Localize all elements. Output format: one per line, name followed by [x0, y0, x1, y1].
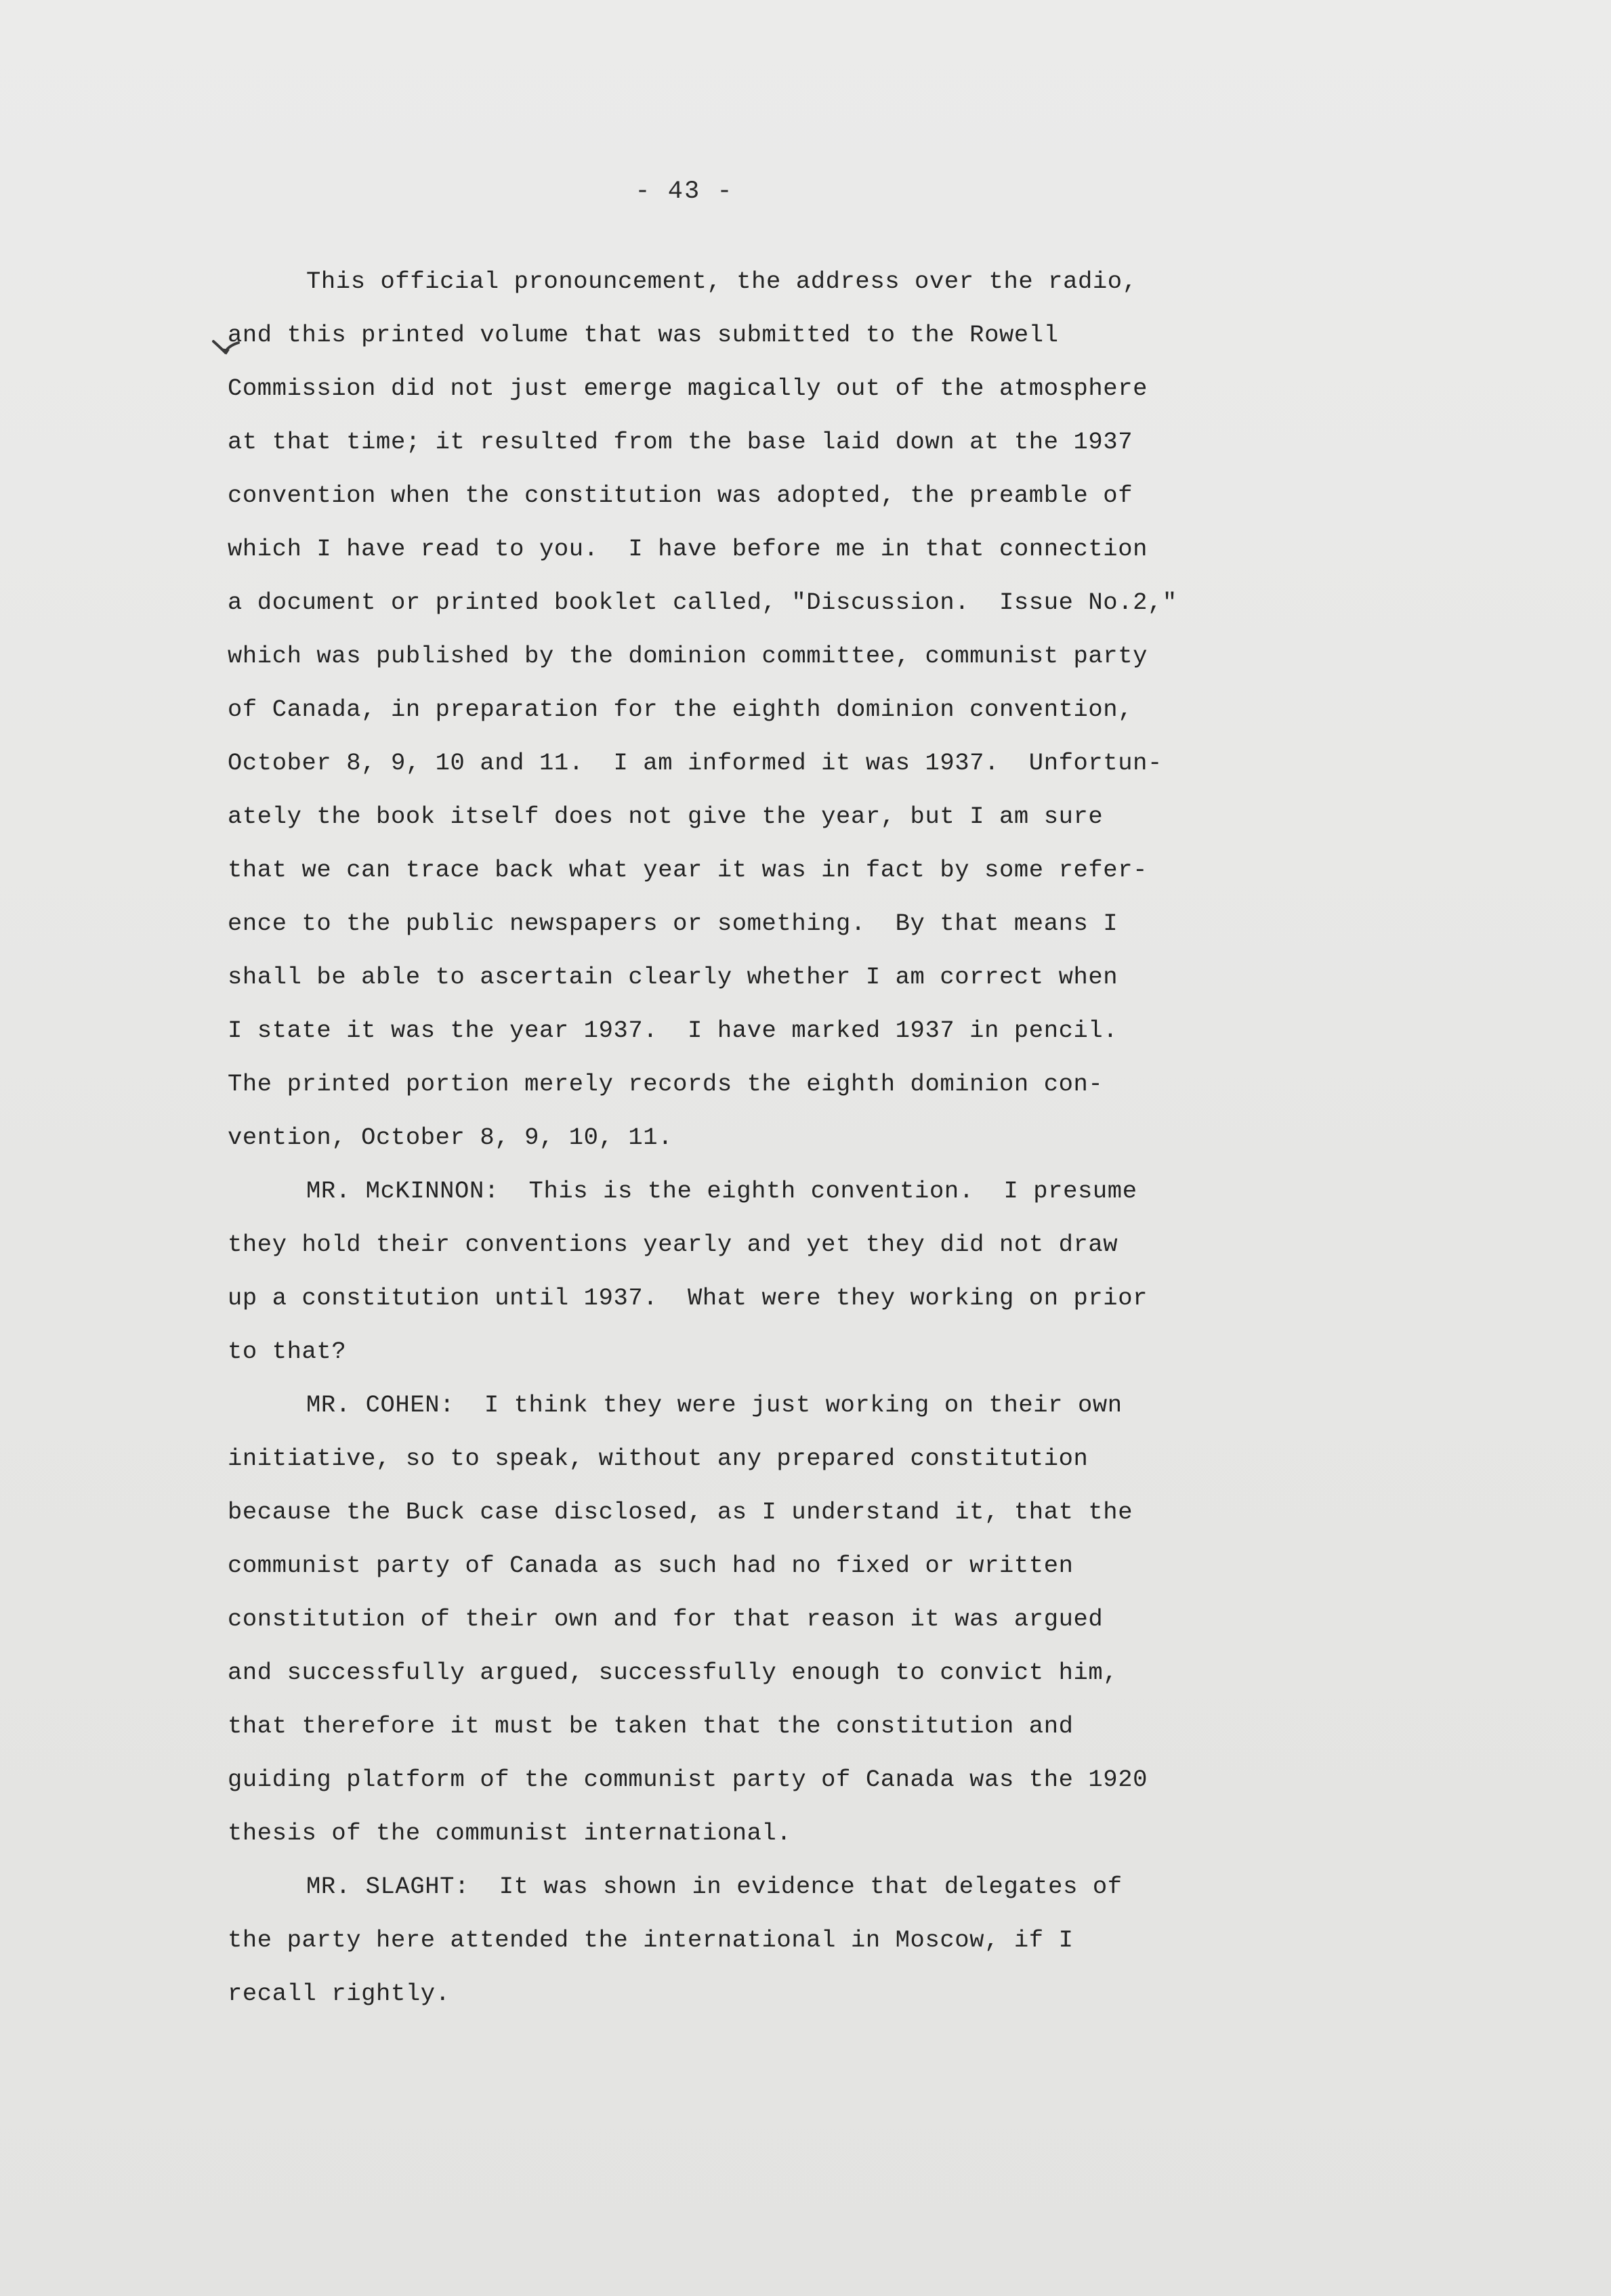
text-line-20: up a constitution until 1937. What were they working on prior: [228, 1284, 1148, 1312]
text-line-7: a document or printed booklet called, "Discussion. Issue No.2,": [228, 589, 1177, 616]
speaker-cohen-line: MR. COHEN: I think they were just working on their own: [306, 1391, 1123, 1419]
text-line-2: and this printed volume that was submitted to the Rowell: [228, 321, 1059, 349]
text-line-32: the party here attended the international in Moscow, if I: [228, 1926, 1074, 1954]
text-line-33: recall rightly.: [228, 1980, 451, 2007]
text-line-25: communist party of Canada as such had no fixed or written: [228, 1552, 1074, 1579]
text-line-5: convention when the constitution was adopted, the preamble of: [228, 482, 1133, 509]
text-line-3: Commission did not just emerge magically out of the atmosphere: [228, 375, 1148, 402]
text-line-14: shall be able to ascertain clearly whether I am correct when: [228, 963, 1118, 991]
text-line-29: guiding platform of the communist party of Canada was the 1920: [228, 1766, 1148, 1793]
text-line-23: initiative, so to speak, without any prepared constitution: [228, 1445, 1089, 1472]
speaker-mckinnon-line: MR. McKINNON: This is the eighth convention. I presume: [306, 1177, 1137, 1205]
text-line-27: and successfully argued, successfully enough to convict him,: [228, 1659, 1118, 1686]
page-number: - 43 -: [635, 177, 734, 206]
text-line-8: which was published by the dominion committee, communist party: [228, 642, 1148, 670]
text-line-28: that therefore it must be taken that the constitution and: [228, 1712, 1074, 1740]
text-line-6: which I have read to you. I have before me in that connection: [228, 535, 1148, 563]
text-line-24: because the Buck case disclosed, as I understand it, that the: [228, 1498, 1133, 1526]
text-line-9: of Canada, in preparation for the eighth dominion convention,: [228, 696, 1133, 723]
text-line-11: ately the book itself does not give the year, but I am sure: [228, 803, 1104, 830]
document-body: [228, 255, 1264, 2020]
text-line-4: at that time; it resulted from the base laid down at the 1937: [228, 428, 1133, 456]
text-line-16: The printed portion merely records the eighth dominion con-: [228, 1070, 1104, 1098]
text-line-15: I state it was the year 1937. I have marked 1937 in pencil.: [228, 1017, 1118, 1044]
text-line-10: October 8, 9, 10 and 11. I am informed it was 1937. Unfortun-: [228, 749, 1163, 777]
text-line-19: they hold their conventions yearly and yet they did not draw: [228, 1231, 1118, 1258]
text-line-13: ence to the public newspapers or something. By that means I: [228, 910, 1118, 937]
text-line-30: thesis of the communist international.: [228, 1819, 792, 1847]
text-line-26: constitution of their own and for that reason it was argued: [228, 1605, 1104, 1633]
text-line-21: to that?: [228, 1338, 347, 1365]
text-line-17: vention, October 8, 9, 10, 11.: [228, 1124, 673, 1151]
text-line-1: This official pronouncement, the address over the radio,: [306, 268, 1137, 295]
text-line-12: that we can trace back what year it was in fact by some refer-: [228, 856, 1148, 884]
speaker-slaght-line: MR. SLAGHT: It was shown in evidence that delegates of: [306, 1873, 1123, 1900]
